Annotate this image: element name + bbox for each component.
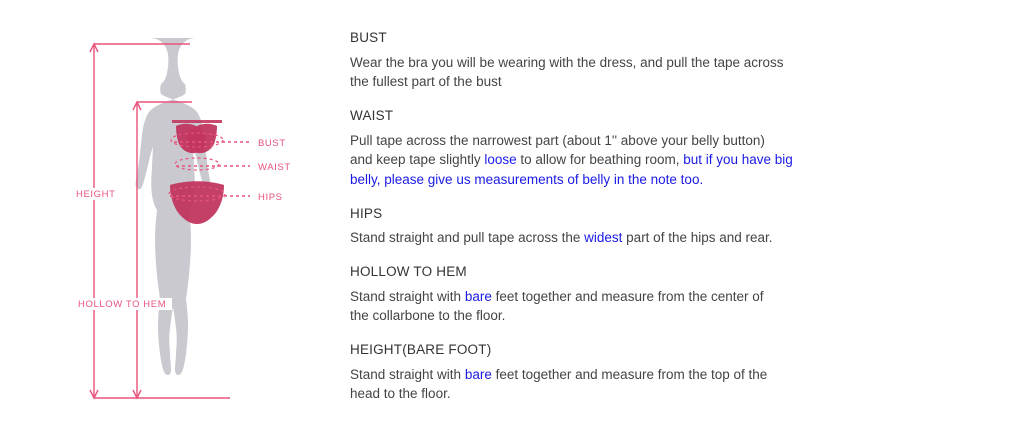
- height-description: [350, 365, 1010, 404]
- hips-keyword-widest: widest: [584, 230, 623, 246]
- hips-line-1a: Stand straight and pull tape across the: [350, 230, 585, 246]
- waist-label: WAIST: [258, 162, 291, 173]
- height-line-2: head to the floor.: [350, 386, 451, 402]
- height-heading: HEIGHT(BARE FOOT): [350, 342, 492, 357]
- bust-line-1: Wear the bra you will be wearing with the dress, and pull the tape across: [350, 54, 784, 70]
- hollow-to-hem-label: HOLLOW TO HEM: [78, 299, 167, 310]
- bust-line-2: the fullest part of the bust: [350, 74, 502, 90]
- waist-description: [350, 131, 1010, 190]
- hollow-line-1b: feet together and measure from the center of: [491, 288, 764, 304]
- waist-keyword-big-belly: but if you have big: [683, 152, 793, 168]
- height-label: HEIGHT: [76, 189, 116, 200]
- waist-line-2b: to allow for beathing room,: [516, 152, 684, 168]
- hollow-line-2: the collarbone to the floor.: [350, 308, 506, 324]
- measurement-diagram: [0, 0, 330, 426]
- bust-heading: BUST: [350, 30, 387, 45]
- height-line-1a: Stand straight with: [350, 366, 465, 382]
- hips-description: [350, 228, 1010, 248]
- section-height: [350, 342, 1010, 404]
- instructions-panel: [350, 30, 1010, 404]
- bust-description: [350, 53, 1010, 92]
- waist-line-3: belly, please give us measurements of belly in the note too.: [350, 172, 704, 187]
- hips-label: HIPS: [258, 192, 283, 203]
- height-keyword-bare: bare: [464, 366, 492, 382]
- hips-line-1b: part of the hips and rear.: [622, 230, 773, 246]
- hollow-to-hem-heading: HOLLOW TO HEM: [350, 264, 467, 279]
- hollow-to-hem-description: [350, 287, 1010, 326]
- waist-line-2a: and keep tape slightly: [350, 152, 485, 168]
- body-figure-svg: [0, 0, 330, 426]
- section-hollow-to-hem: [350, 264, 1010, 326]
- waist-line-1: Pull tape across the narrowest part (about 1'' above your belly button): [350, 132, 765, 148]
- waist-keyword-loose: loose: [484, 152, 517, 168]
- section-hips: [350, 206, 1010, 248]
- section-waist: [350, 108, 1010, 190]
- waist-heading: WAIST: [350, 108, 394, 123]
- bust-label: BUST: [258, 138, 286, 149]
- hollow-line-1a: Stand straight with: [350, 288, 465, 304]
- hips-heading: HIPS: [350, 205, 383, 221]
- height-line-1b: feet together and measure from the top of the: [491, 366, 768, 382]
- hollow-keyword-bare: bare: [464, 288, 492, 304]
- section-bust: [350, 30, 1010, 92]
